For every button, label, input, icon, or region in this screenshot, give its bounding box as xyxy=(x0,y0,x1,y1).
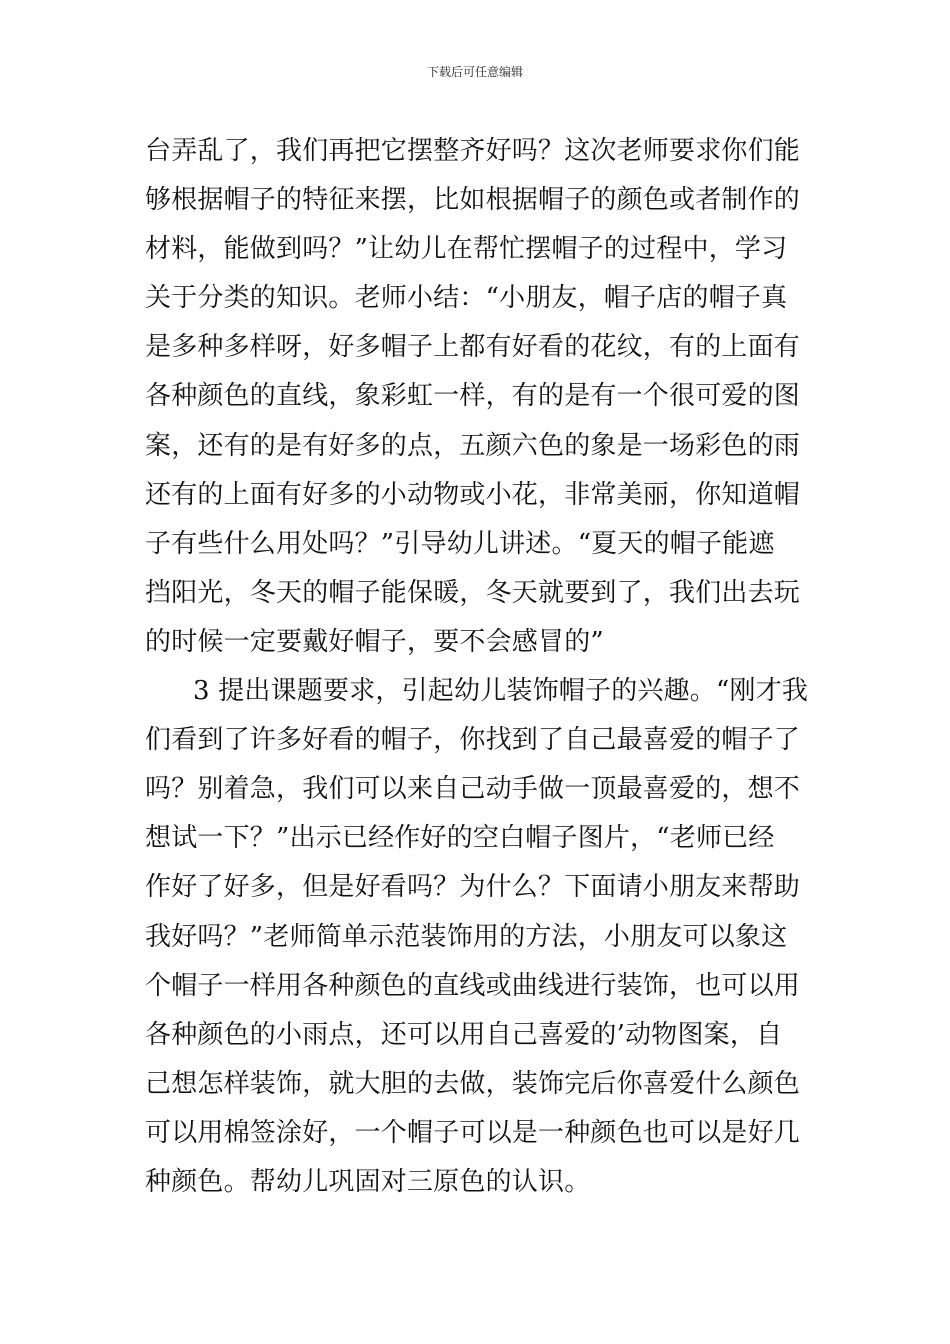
text-line: 吗？别着急，我们可以来自己动手做一顶最喜爱的，想不 xyxy=(145,774,801,805)
text-line: 案，还有的是有好多的点，五颜六色的象是一场彩色的雨 xyxy=(145,430,801,461)
text-line: 个帽子一样用各种颜色的直线或曲线进行装饰，也可以用 xyxy=(145,970,801,1001)
text-line: 作好了好多，但是好看吗？为什么？下面请小朋友来帮助 xyxy=(145,872,801,903)
text-line: 关于分类的知识。老师小结：“小朋友，帽子店的帽子真 xyxy=(145,283,788,314)
text-line: 们看到了许多好看的帽子，你找到了自己最喜爱的帽子了 xyxy=(145,725,801,756)
body-text xyxy=(145,127,815,1207)
text-line: 挡阳光，冬天的帽子能保暖，冬天就要到了，我们出去玩 xyxy=(145,577,801,608)
paragraph-1 xyxy=(145,127,815,667)
text-line: 子有些什么用处吗？”引导幼儿讲述。“夏天的帽子能遮 xyxy=(145,528,775,559)
text-line: 够根据帽子的特征来摆，比如根据帽子的颜色或者制作的 xyxy=(145,185,801,216)
text-line: 还有的上面有好多的小动物或小花，非常美丽，你知道帽 xyxy=(145,479,801,510)
page-header: 下载后可任意编辑 xyxy=(426,65,523,79)
text-line: 的时候一定要戴好帽子，要不会感冒的” xyxy=(145,626,604,657)
text-line: 己想怎样装饰，就大胆的去做，装饰完后你喜爱什么颜色 xyxy=(145,1068,801,1099)
text-line: 3 提出课题要求，引起幼儿装饰帽子的兴趣。“刚才我 xyxy=(193,676,809,707)
text-line: 各种颜色的小雨点，还可以用自己喜爱的’动物图案，自 xyxy=(145,1019,783,1050)
text-line: 各种颜色的直线，象彩虹一样，有的是有一个很可爱的图 xyxy=(145,381,801,412)
text-line: 台弄乱了，我们再把它摆整齐好吗？这次老师要求你们能 xyxy=(145,136,801,166)
paragraph-2 xyxy=(145,667,815,1207)
text-line: 是多种多样呀，好多帽子上都有好看的花纹，有的上面有 xyxy=(145,332,801,363)
text-line: 种颜色。帮幼儿巩固对三原色的认识。 xyxy=(145,1166,591,1197)
text-line: 想试一下？”出示已经作好的空白帽子图片，“老师已经 xyxy=(145,823,775,854)
text-line: 可以用棉签涂好，一个帽子可以是一种颜色也可以是好几 xyxy=(145,1117,801,1148)
text-line: 我好吗？”老师简单示范装饰用的方法，小朋友可以象这 xyxy=(145,921,788,952)
text-line: 材料，能做到吗？”让幼儿在帮忙摆帽子的过程中，学习 xyxy=(145,234,788,265)
